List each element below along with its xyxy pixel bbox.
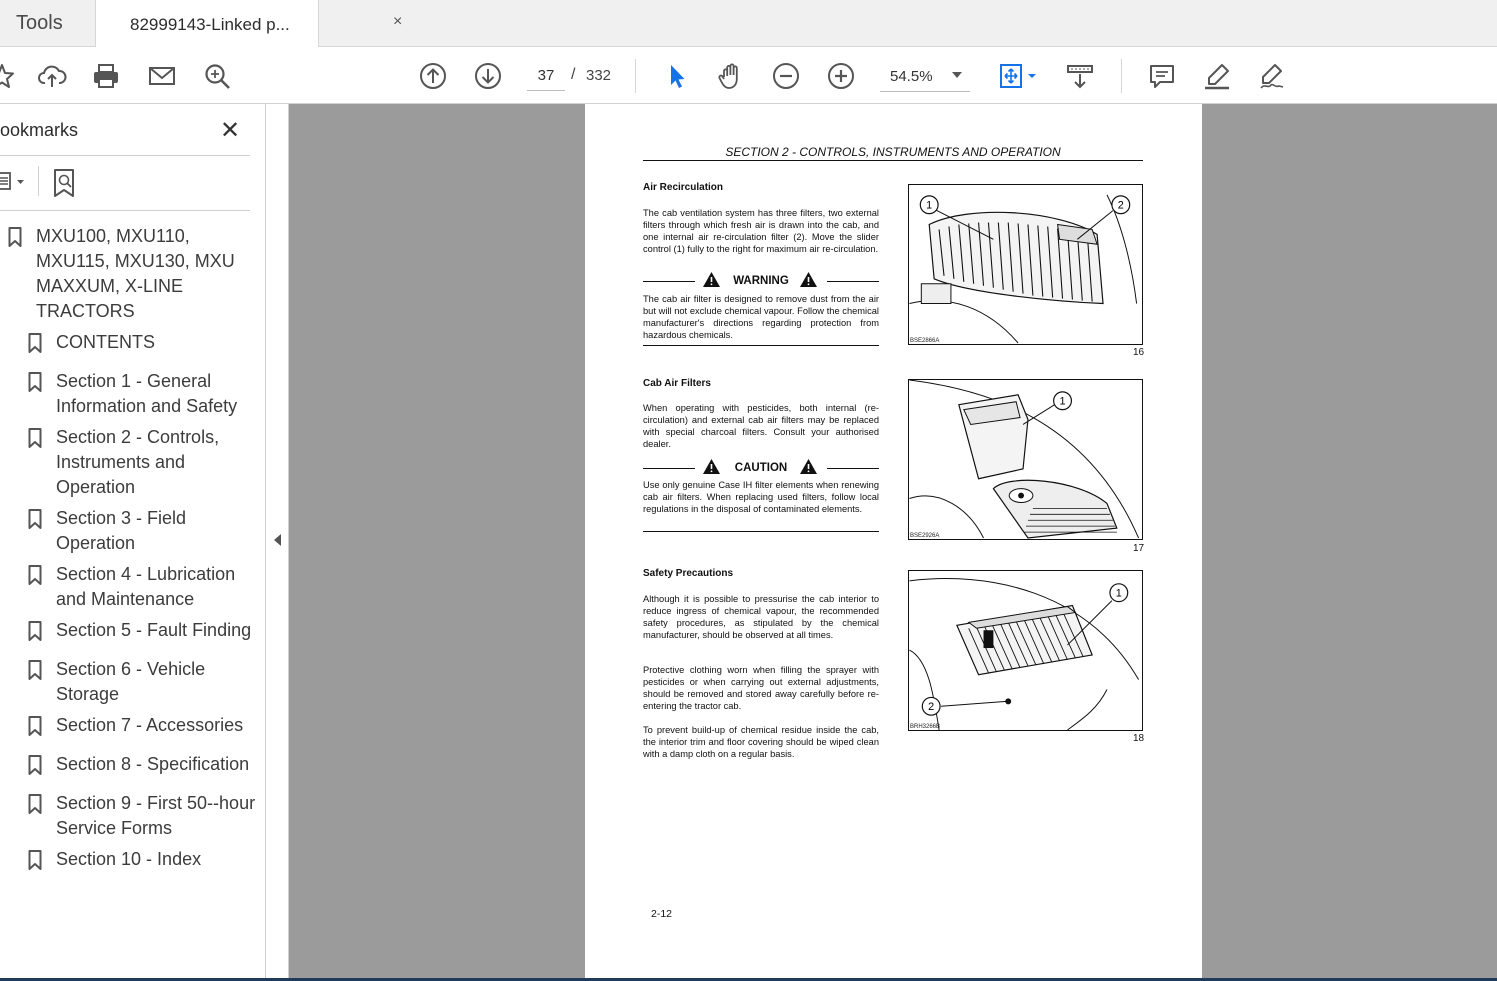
- air-recirculation-text: The cab ventilation system has three filters, two external filters through which fresh air is drawn into the cab, and one internal air re-circulation filter (2). Move the slider control (1) fully to the right for maximum air re-circulation.: [643, 208, 879, 254]
- figure-cab-air-filters: [908, 379, 1143, 540]
- toolbar-divider: [1121, 59, 1122, 93]
- bookmark-options-icon[interactable]: [0, 170, 30, 194]
- highlight-icon[interactable]: [1201, 60, 1233, 92]
- bookmark-label: Section 3 - Field Operation: [56, 508, 187, 553]
- rule: [827, 468, 879, 469]
- warning-triangle-icon: [800, 272, 817, 287]
- document-viewport[interactable]: [289, 104, 1497, 978]
- vent-illustration: [909, 185, 1142, 344]
- bookmark-label: Section 9 - First 50--hour Service Forms: [56, 793, 256, 838]
- tab-document-title: 82999143-Linked p...: [130, 15, 290, 34]
- callout-1: 1: [1115, 587, 1122, 600]
- warning-triangle-icon: [800, 459, 817, 474]
- rule: [643, 281, 695, 282]
- bookmark-label: Section 4 - Lubrication and Maintenance: [56, 564, 236, 609]
- bookmarks-title: ookmarks: [0, 120, 79, 140]
- safety-text-2: Protective clothing worn when filling the sprayer with pesticides or when carrying out external adjustments, should be removed and stored away carefully before re-entering the tractor cab.: [643, 665, 879, 711]
- callout-1: 1: [926, 199, 933, 212]
- section-header: SECTION 2 - CONTROLS, INSTRUMENTS AND OPERATION: [643, 145, 1143, 161]
- bookmark-icon: [28, 794, 42, 814]
- hand-icon[interactable]: [715, 60, 747, 92]
- bookmark-icon: [28, 660, 42, 680]
- search-zoom-icon[interactable]: [201, 60, 233, 92]
- divider: [0, 210, 250, 211]
- select-pointer-icon[interactable]: [660, 60, 692, 92]
- email-icon[interactable]: [146, 60, 178, 92]
- caution-label: CAUTION: [734, 462, 788, 474]
- bookmark-icon: [28, 755, 42, 775]
- bookmark-icon: [28, 509, 42, 529]
- heading-safety-precautions: Safety Precautions: [643, 568, 734, 579]
- scroll-mode-icon[interactable]: [1064, 60, 1096, 92]
- zoom-value: 54.5%: [890, 68, 933, 85]
- filter-housing-illustration: [909, 380, 1142, 539]
- warning-banner: [643, 272, 879, 290]
- bookmark-label: CONTENTS: [56, 332, 155, 352]
- bookmark-label: MXU100, MXU110, MXU115, MXU130, MXU MAXXUM, X-LINE TRACTORS: [36, 226, 235, 321]
- warning-label: WARNING: [733, 275, 789, 287]
- figure-number: 16: [1133, 347, 1145, 358]
- tab-document[interactable]: [95, 0, 403, 48]
- bookmark-label: Section 1 - General Information and Safety: [56, 371, 238, 416]
- figure-code: BSE2926A: [910, 533, 940, 539]
- toolbar-divider: [635, 59, 636, 93]
- fit-page-icon[interactable]: [996, 60, 1028, 92]
- callout-2: 2: [1117, 199, 1124, 212]
- sign-icon[interactable]: [1256, 60, 1288, 92]
- rule: [827, 281, 879, 282]
- bookmark-label: Section 8 - Specification: [56, 754, 250, 774]
- cloud-upload-icon[interactable]: [36, 60, 68, 92]
- caution-banner: [643, 459, 879, 477]
- document-page: [585, 104, 1202, 978]
- add-bookmark-icon[interactable]: [52, 168, 78, 198]
- bookmark-icon: [28, 565, 42, 585]
- bookmark-label: Section 6 - Vehicle Storage: [56, 659, 206, 704]
- rule: [643, 345, 879, 346]
- figure-code: BRH3266B: [910, 724, 941, 730]
- tab-close-button[interactable]: ×: [393, 13, 403, 30]
- warning-triangle-icon: [703, 459, 720, 474]
- bookmark-icon: [28, 372, 42, 392]
- figure-number: 18: [1133, 733, 1145, 744]
- bookmark-icon: [28, 621, 42, 641]
- page-separator: /: [571, 66, 576, 83]
- cab-air-filters-text: When operating with pesticides, both internal (re-circulation) and external cab air filters may be replaced with special charcoal filters. Consult your authorised dealer.: [643, 403, 879, 449]
- tab-bar: [0, 0, 1497, 47]
- chevron-down-icon: [952, 72, 962, 78]
- page-up-icon[interactable]: [417, 60, 449, 92]
- page-number-input[interactable]: [527, 61, 565, 91]
- heading-air-recirculation: Air Recirculation: [643, 182, 724, 193]
- warning-text: The cab air filter is designed to remove dust from the air but will not exclude chemical vapour. Follow the chemical manufacturer's directions regarding protection from hazardous chemicals.: [643, 294, 879, 340]
- callout-2: 2: [928, 701, 935, 714]
- bookmark-label: Section 2 - Controls, Instruments and Operation: [56, 427, 220, 497]
- tab-tools[interactable]: Tools: [16, 12, 63, 34]
- warning-triangle-icon: [703, 272, 720, 287]
- figure-code: BSE2866A: [910, 338, 940, 344]
- figure-safety-precautions: [908, 570, 1143, 731]
- panel-collapse-handle[interactable]: [266, 104, 289, 981]
- bookmark-icon: [28, 333, 42, 353]
- bookmark-label: Section 5 - Fault Finding: [56, 620, 252, 640]
- comment-icon[interactable]: [1146, 60, 1178, 92]
- toolbar: [0, 47, 1497, 104]
- rule: [643, 531, 879, 532]
- page-down-icon[interactable]: [472, 60, 504, 92]
- rule: [643, 468, 695, 469]
- bookmark-icon: [28, 716, 42, 736]
- chevron-left-icon: [274, 534, 281, 546]
- safety-text-1: Although it is possible to pressurise the cab interior to reduce ingress of chemical vapour, the recommended safety procedures, as stipulated by the chemical manufacturer, should be observed at all times.: [643, 594, 879, 640]
- caution-text: Use only genuine Case IH filter elements when renewing cab air filters. When replacing used filters, follow local regulations in the disposal of contaminated elements.: [643, 480, 879, 514]
- bookmarks-panel: [0, 104, 266, 981]
- page-total: 332: [586, 67, 612, 84]
- zoom-out-icon[interactable]: [770, 60, 802, 92]
- zoom-in-icon[interactable]: [825, 60, 857, 92]
- bookmark-icon: [8, 227, 22, 247]
- divider: [38, 166, 39, 196]
- heading-cab-air-filters: Cab Air Filters: [643, 378, 711, 389]
- print-icon[interactable]: [90, 60, 122, 92]
- bookmark-label: Section 7 - Accessories: [56, 715, 244, 735]
- fit-options-chevron-icon[interactable]: [1025, 60, 1039, 92]
- star-icon[interactable]: [0, 60, 18, 92]
- bookmark-label: Section 10 - Index: [56, 849, 202, 869]
- figure-air-recirculation: [908, 184, 1143, 345]
- bookmark-icon: [28, 850, 42, 870]
- page-number: 2-12: [651, 908, 673, 920]
- close-icon[interactable]: ✕: [220, 117, 241, 144]
- bookmark-icon: [28, 428, 42, 448]
- figure-number: 17: [1133, 543, 1145, 554]
- zoom-select[interactable]: [880, 60, 970, 92]
- divider: [0, 155, 250, 156]
- internal-filter-illustration: [909, 571, 1142, 730]
- safety-text-3: To prevent build-up of chemical residue inside the cab, the interior trim and floor covering should be wiped clean with a damp cloth on a regular basis.: [643, 725, 879, 759]
- callout-1: 1: [1059, 395, 1066, 408]
